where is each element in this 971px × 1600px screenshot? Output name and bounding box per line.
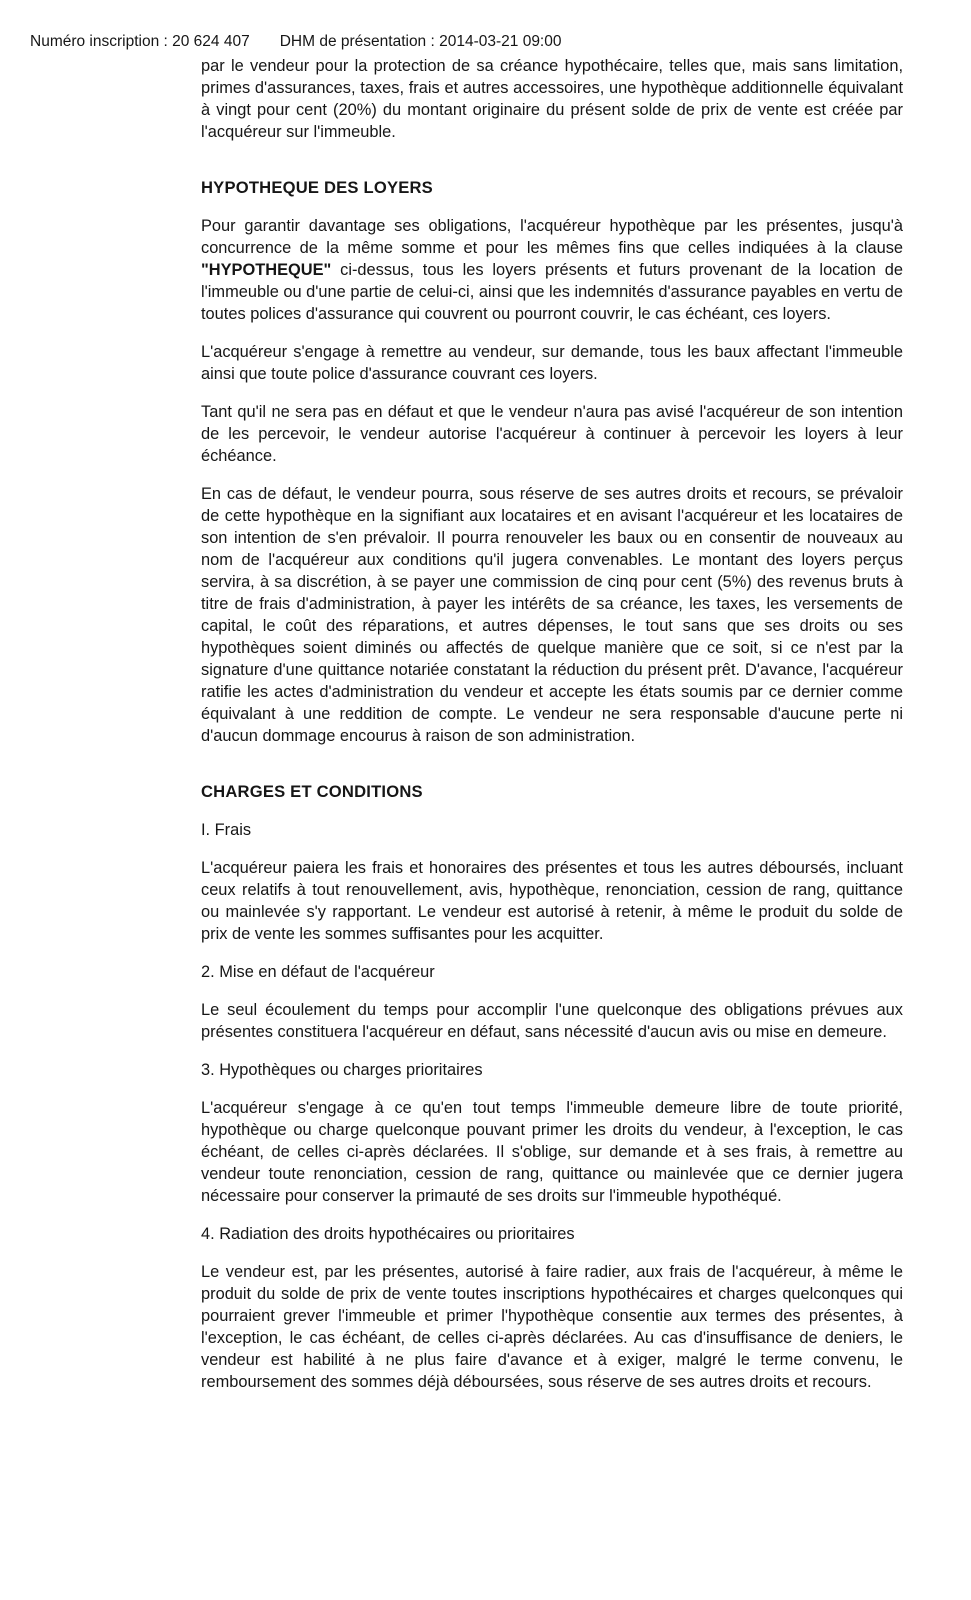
text-run: En cas de défaut, le vendeur pourra, sous réserve de ses autres droits et recours, se prévaloir de cette hypothèque en la signifiant aux locataires et en avisant l'acquéreur et les locataires de son intention de s'en prévaloir. Il pourra renouveler les baux ou en consentir de nouveaux au nom de l'acquéreur aux conditions qu'il jugera convenables. Le montant des loyers perçus servira, à sa discrétion, à se payer une commission de cinq pour cent (5%) des revenus bruts à titre de frais d'administration, à payer les intérêts de sa créance, les taxes, les versements de capital, le coût des réparations, et autres dépenses, le tout sans que ses droits ou ses hypothèques soient diminés ou affectés de quelque manière que ce soit, si ce n'est par la signature d'une quittance notariée constatant la réduction du présent prêt. D'avance, l'acquéreur ratifie les actes d'administration du vendeur et accepte les états soumis par ce dernier comme équivalant à une reddition de compte. Le vendeur ne sera responsable d'aucune perte ni d'aucun dommage encourus à raison de son administration. <box>201 485 903 745</box>
text-run: Le seul écoulement du temps pour accomplir l'une quelconque des obligations prévues aux présentes constituera l'acquéreur en défaut, sans nécessité d'aucun avis ou mise en demeure. <box>201 1001 903 1041</box>
text-run: 2. Mise en défaut de l'acquéreur <box>201 963 435 981</box>
clause-subheading <box>201 1059 903 1081</box>
paragraph <box>201 1261 903 1393</box>
document-body <box>201 55 903 1409</box>
paragraph <box>201 857 903 945</box>
text-run: ci-dessus, tous les loyers présents et futurs provenant de la location de l'immeuble ou d'une partie de celui-ci, ainsi que les indemnités d'assurance payables en vertu de toutes polices d'assurance qui couvrent ou pourront couvrir, le cas échéant, ces loyers. <box>201 261 903 323</box>
paragraph <box>201 401 903 467</box>
text-run: Pour garantir davantage ses obligations, l'acquéreur hypothèque par les présentes, jusqu'à concurrence de la même somme et pour les mêmes fins que celles indiquées à la clause <box>201 217 903 257</box>
text-run: L'acquéreur paiera les frais et honoraires des présentes et tous les autres déboursés, incluant ceux relatifs à tout renouvellement, avis, hypothèque, renonciation, cession de rang, quittance ou mainlevée s'y rapportant. Le vendeur est autorisé à retenir, à même le produit du solde de prix de vente les sommes suffisantes pour les acquitter. <box>201 859 903 943</box>
paragraph <box>201 1097 903 1207</box>
paragraph <box>201 999 903 1043</box>
text-run: Tant qu'il ne sera pas en défaut et que le vendeur n'aura pas avisé l'acquéreur de son intention de les percevoir, le vendeur autorise l'acquéreur à continuer à percevoir les loyers à leur échéance. <box>201 403 903 465</box>
text-run: L'acquéreur s'engage à remettre au vendeur, sur demande, tous les baux affectant l'immeuble ainsi que toute police d'assurance couvrant ces loyers. <box>201 343 903 383</box>
clause-subheading <box>201 1223 903 1245</box>
text-run: 3. Hypothèques ou charges prioritaires <box>201 1061 483 1079</box>
text-run: I. Frais <box>201 821 252 839</box>
text-run: HYPOTHEQUE DES LOYERS <box>201 178 433 197</box>
paragraph <box>201 55 903 143</box>
paragraph <box>201 341 903 385</box>
inscription-number-label: Numéro inscription : 20 624 407 <box>30 33 250 50</box>
bold-term: "HYPOTHEQUE" <box>201 261 332 279</box>
section-heading <box>201 781 903 803</box>
text-run: par le vendeur pour la protection de sa créance hypothécaire, telles que, mais sans limitation, primes d'assurances, taxes, frais et autres accessoires, une hypothèque additionnelle équivalant à vingt pour cent (20%) du montant originaire du présent solde de prix de vente est créée par l'acquéreur sur l'immeuble. <box>201 57 903 141</box>
paragraph <box>201 215 903 325</box>
text-run: Le vendeur est, par les présentes, autorisé à faire radier, aux frais de l'acquéreur, à même le produit du solde de prix de vente toutes inscriptions hypothécaires et charges quelconques qui pourraient grever l'immeuble et primer l'hypothèque consentie aux termes des présentes, à l'exception, le cas échéant, de celles ci-après déclarées. Au cas d'insuffisance de deniers, le vendeur est habilité à ne plus faire d'avance et à exiger, malgré le terme convenu, le remboursement des sommes déjà déboursées, sous réserve de ses autres droits et recours. <box>201 1263 903 1391</box>
text-run: CHARGES ET CONDITIONS <box>201 782 423 801</box>
text-run: L'acquéreur s'engage à ce qu'en tout temps l'immeuble demeure libre de toute priorité, hypothèque ou charge quelconque pouvant primer les droits du vendeur, à l'exception, le cas échéant, de celles ci-après déclarées. Il s'oblige, sur demande et à ses frais, à remettre au vendeur toute renonciation, cession de rang, quittance ou mainlevée que ce dernier jugera nécessaire pour conserver la primauté de ses droits sur l'immeuble hypothéqué. <box>201 1099 903 1205</box>
clause-subheading <box>201 819 903 841</box>
section-heading <box>201 177 903 199</box>
registration-header <box>30 33 561 51</box>
paragraph <box>201 483 903 747</box>
text-run: 4. Radiation des droits hypothécaires ou prioritaires <box>201 1225 575 1243</box>
dhm-presentation-label: DHM de présentation : 2014-03-21 09:00 <box>279 33 562 50</box>
clause-subheading <box>201 961 903 983</box>
